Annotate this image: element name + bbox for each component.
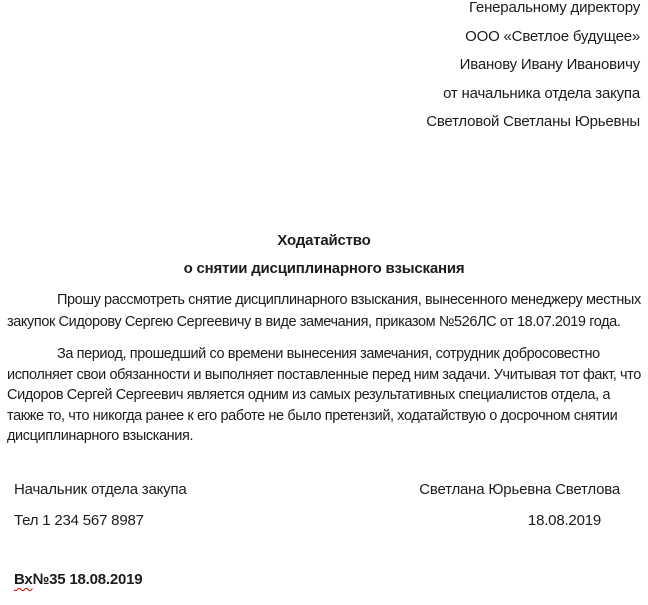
recipient-line: Светловой Светланы Юрьевны (426, 113, 640, 130)
paragraph-2-line: За период, прошедший со времени вынесения замечания, сотрудник добросовестно (57, 346, 600, 362)
paragraph-2-line: также то, что никогда ранее к его работе не было претензий, ходатайствую о досрочном снятии (7, 407, 618, 424)
recipient-line: Генеральному директору (469, 0, 640, 16)
title-line-1: Ходатайство (277, 232, 371, 249)
paragraph-2 (7, 344, 641, 447)
recipient-block (426, 0, 640, 137)
signer-phone: Тел 1 234 567 8987 (14, 512, 144, 529)
paragraph-1-line: закупок Сидорову Сергею Сергеевичу в виде замечания, приказом №526ЛС от 18.07.2019 года. (7, 314, 621, 330)
signature-date: 18.08.2019 (527, 512, 601, 529)
signature-row-position (14, 480, 620, 500)
paragraph-2-line: дисциплинарного взыскания. (7, 428, 194, 444)
paragraph-2-line: исполняет свои обязанности и выполняет поставленные перед ним задачи. Учитывая тот факт, что (7, 366, 641, 383)
signer-name: Светлана Юрьевна Светлова (419, 481, 620, 498)
signer-position: Начальник отдела закупа (14, 481, 187, 498)
registration-flagged-text: Вх (14, 571, 33, 588)
recipient-line: от начальника отдела закупа (443, 84, 640, 102)
document-title (0, 227, 648, 283)
registration-rest-text: №35 18.08.2019 (32, 571, 143, 588)
paragraph-1 (7, 289, 641, 333)
recipient-line: ООО «Светлое будущее» (465, 27, 640, 45)
title-line-2: о снятии дисциплинарного взыскания (183, 260, 465, 277)
paragraph-1-line: Прошу рассмотреть снятие дисциплинарного взыскания, вынесенного менеджеру местных (57, 292, 641, 308)
recipient-line: Иванову Ивану Ивановичу (459, 56, 640, 73)
paragraph-2-line: Сидоров Сергей Сергеевич является одним из самых результативных специалистов отдела, а (7, 387, 610, 403)
registration-note (14, 570, 142, 590)
signature-row-contact (14, 511, 601, 531)
